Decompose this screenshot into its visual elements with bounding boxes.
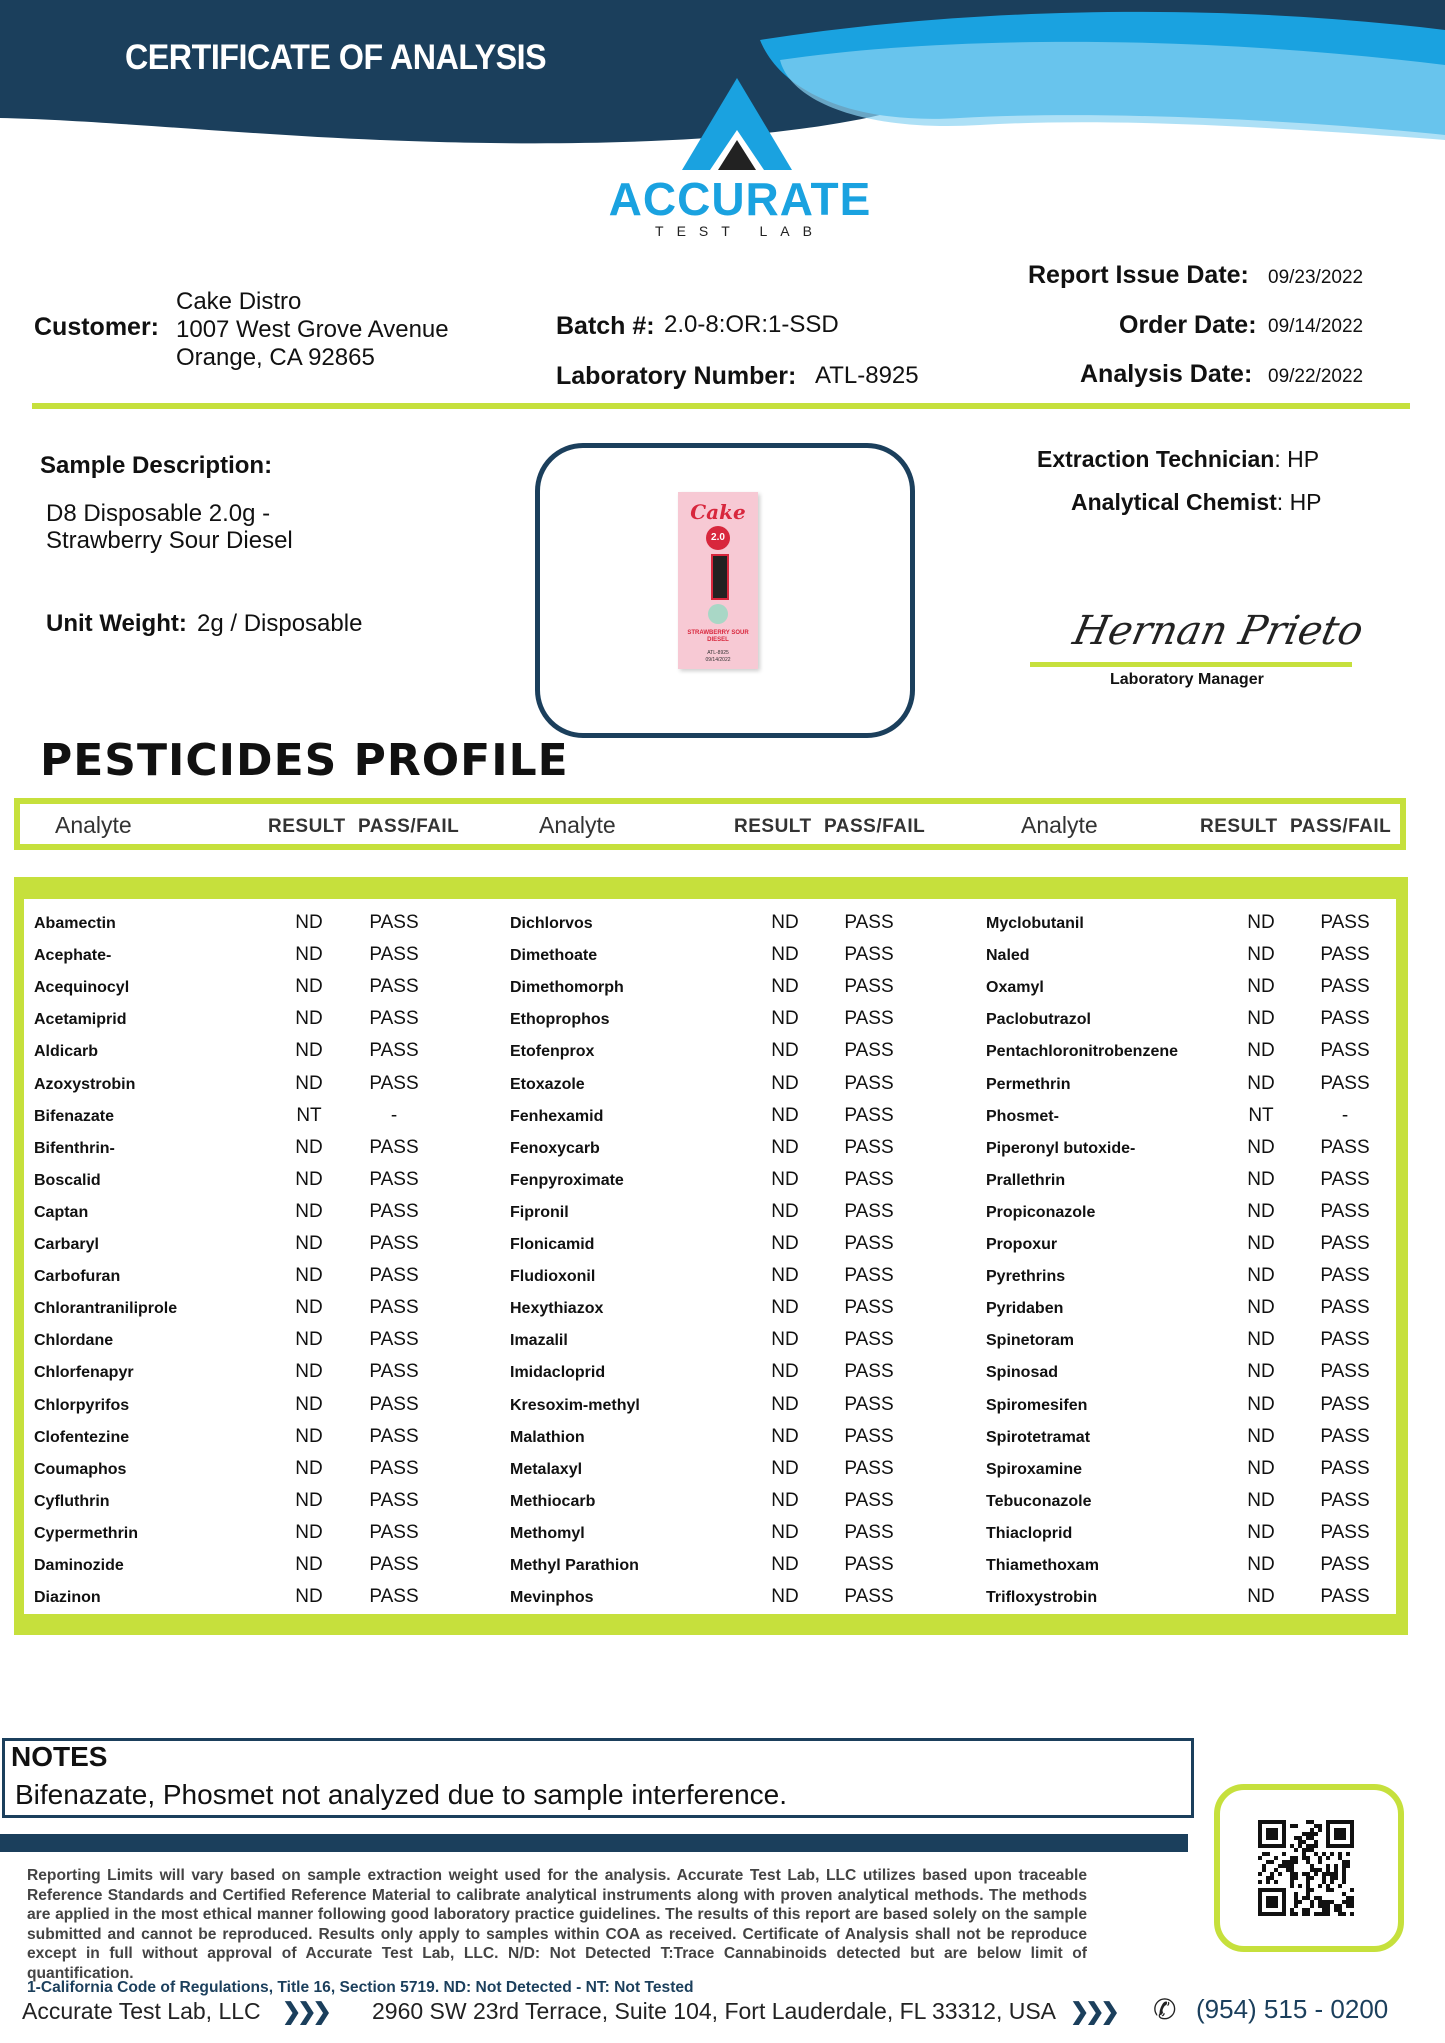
analyte-name: Acetamiprid [34, 1011, 127, 1029]
analyte-result: ND [771, 1136, 799, 1158]
analyte-result: ND [1247, 1233, 1275, 1254]
analyte-result: ND [1247, 1008, 1275, 1030]
analyte-name: Dimethoate [510, 947, 598, 965]
analyte-name: Spiroxamine [986, 1460, 1083, 1478]
analyte-result: ND [295, 1554, 323, 1575]
analyte-pass-fail: - [1341, 1104, 1349, 1126]
chevrons-icon-2: ❯❯❯ [1070, 1998, 1116, 2024]
footer-company: Accurate Test Lab, LLC [22, 1998, 261, 2024]
analyte-pass-fail: PASS [369, 1329, 419, 1351]
analyte-name: Carbofuran [34, 1268, 121, 1286]
sample-description-label: Sample Description: [40, 452, 273, 479]
analyte-pass-fail: PASS [1320, 1425, 1370, 1447]
analyte-result: ND [295, 1329, 323, 1351]
analyte-name: Naled [986, 947, 1030, 965]
analyte-pass-fail: PASS [1320, 1265, 1370, 1287]
analyte-result: ND [1247, 1329, 1275, 1351]
analyte-pass-fail: PASS [369, 976, 419, 998]
analyte-name: Thiacloprid [986, 1524, 1073, 1542]
analyte-result: ND [771, 1457, 799, 1479]
customer-address-2: Orange, CA 92865 [176, 344, 375, 371]
notes-divider [0, 1834, 1188, 1852]
lab-number-label: Laboratory Number: [556, 362, 797, 390]
col-analyte-3: Analyte [1021, 812, 1098, 838]
analyte-name: Coumaphos [34, 1460, 127, 1478]
batch-label: Batch #: [556, 312, 655, 340]
analyte-name: Acephate- [34, 947, 112, 965]
analyte-result: ND [771, 1521, 799, 1543]
analyte-name: Piperonyl butoxide- [986, 1139, 1136, 1157]
analyte-result: ND [1247, 1361, 1275, 1383]
analyte-result: ND [295, 1168, 323, 1190]
col-result-3: RESULT [1200, 816, 1278, 837]
analyte-pass-fail: PASS [844, 1554, 894, 1575]
analyte-pass-fail: PASS [1320, 1072, 1370, 1094]
analyte-result: ND [771, 1200, 799, 1222]
analyte-pass-fail: PASS [369, 1393, 419, 1415]
analyte-name: Fenoxycarb [510, 1139, 600, 1157]
analyte-result: ND [295, 1265, 323, 1287]
analyte-name: Carbaryl [34, 1236, 99, 1253]
analyte-result: ND [295, 1361, 323, 1383]
analyte-result: ND [771, 1489, 799, 1511]
analyte-result: ND [295, 1393, 323, 1415]
analyte-result: ND [295, 1008, 323, 1030]
analyte-name: Spiromesifen [986, 1396, 1088, 1414]
analyte-result: ND [295, 1457, 323, 1479]
analyte-name: Malathion [510, 1428, 585, 1446]
analyte-result: ND [1247, 1586, 1275, 1608]
accurate-logo-icon [682, 78, 792, 178]
analyte-pass-fail: PASS [844, 1489, 894, 1511]
analyte-result: ND [771, 944, 799, 966]
analyte-result: ND [1247, 1554, 1275, 1575]
analyte-result: ND [771, 976, 799, 998]
unit-weight-label: Unit Weight: [46, 610, 187, 637]
analyte-pass-fail: PASS [369, 1297, 419, 1319]
extraction-technician-value: : HP [1274, 446, 1320, 472]
analyte-result: ND [771, 1361, 799, 1383]
qr-code-icon [1258, 1820, 1354, 1916]
analytical-chemist-label: Analytical Chemist [1071, 489, 1277, 515]
analyte-pass-fail: PASS [369, 1554, 419, 1575]
analyte-result: NT [1248, 1104, 1274, 1126]
batch-value: 2.0-8:OR:1-SSD [664, 311, 839, 338]
manager-signature: Hernan Prieto [1069, 608, 1368, 654]
analyte-name: Fipronil [510, 1203, 569, 1221]
package-size: 2.0 [706, 526, 730, 550]
analyte-name: Chlordane [34, 1332, 114, 1350]
product-package-image [678, 492, 758, 669]
analyte-name: Chlorpyrifos [34, 1396, 130, 1414]
analyte-result: ND [1247, 1072, 1275, 1094]
analyte-result: ND [1247, 1425, 1275, 1447]
analyte-pass-fail: PASS [369, 1233, 419, 1254]
issue-date-value: 09/23/2022 [1268, 267, 1364, 288]
analyte-name: Chlorfenapyr [34, 1364, 134, 1382]
logo-wordmark: ACCURATE [608, 173, 872, 225]
col-passfail-1: PASS/FAIL [358, 816, 460, 837]
analyte-name: Acequinocyl [34, 979, 130, 997]
analyte-pass-fail: PASS [844, 1233, 894, 1254]
analyte-result: ND [771, 912, 799, 933]
analyte-result: ND [771, 1554, 799, 1575]
analyte-name: Aldicarb [34, 1043, 99, 1061]
analyte-pass-fail: PASS [1320, 1233, 1370, 1254]
phone-icon: ✆ [1153, 1994, 1177, 2025]
analyte-result: ND [771, 1586, 799, 1608]
issue-date-label: Report Issue Date: [1028, 261, 1249, 289]
col-analyte-1: Analyte [55, 812, 132, 838]
analyte-result: ND [1247, 1489, 1275, 1511]
analyte-pass-fail: PASS [844, 1265, 894, 1287]
analyte-name: Daminozide [34, 1557, 124, 1574]
analyte-pass-fail: PASS [844, 1136, 894, 1158]
analyte-result: NT [296, 1104, 322, 1126]
analyte-name: Ethoprophos [510, 1011, 610, 1029]
analyte-pass-fail: PASS [369, 1168, 419, 1190]
analyte-pass-fail: PASS [1320, 1489, 1370, 1511]
notes-text: Bifenazate, Phosmet not analyzed due to sample interference. [15, 1779, 788, 1810]
device-window-icon [711, 554, 729, 600]
analyte-result: ND [295, 944, 323, 966]
analyte-pass-fail: PASS [1320, 1586, 1370, 1608]
analyte-name: Fludioxonil [510, 1268, 596, 1286]
package-date: 09/14/2022 [705, 657, 731, 663]
analyte-pass-fail: PASS [369, 1008, 419, 1030]
analysis-date-label: Analysis Date: [1080, 360, 1253, 388]
col-result-1: RESULT [268, 816, 346, 837]
analyte-pass-fail: PASS [844, 1104, 894, 1126]
analyte-pass-fail: PASS [844, 976, 894, 998]
analyte-result: ND [295, 1425, 323, 1447]
analyte-pass-fail: PASS [1320, 976, 1370, 998]
analyte-result: ND [771, 1072, 799, 1094]
analyte-name: Oxamyl [986, 979, 1044, 997]
analyte-pass-fail: PASS [369, 1136, 419, 1158]
analyte-name: Pyridaben [986, 1300, 1064, 1318]
order-date-value: 09/14/2022 [1268, 316, 1364, 337]
analyte-name: Methomyl [510, 1524, 585, 1542]
analyte-name: Methyl Parathion [510, 1557, 639, 1574]
analyte-result: ND [295, 1586, 323, 1608]
analyte-result: ND [771, 1040, 799, 1062]
analyte-name: Prallethrin [986, 1171, 1066, 1189]
analyte-name: Azoxystrobin [34, 1075, 136, 1093]
analyte-pass-fail: PASS [844, 1200, 894, 1222]
analyte-result: ND [771, 1329, 799, 1351]
analyte-pass-fail: PASS [844, 1361, 894, 1383]
pesticides-table [14, 877, 1408, 1635]
customer-address-1: 1007 West Grove Avenue [176, 316, 449, 343]
analyte-result: ND [771, 1425, 799, 1447]
analyte-pass-fail: PASS [844, 944, 894, 966]
analyte-result: ND [1247, 1136, 1275, 1158]
manager-label: Laboratory Manager [1110, 671, 1264, 688]
analyte-pass-fail: PASS [844, 1168, 894, 1190]
analyte-name: Clofentezine [34, 1428, 130, 1446]
analyte-pass-fail: PASS [1320, 1329, 1370, 1351]
notes-box [2, 1738, 1194, 1818]
analyte-name: Kresoxim-methyl [510, 1396, 640, 1414]
analyte-result: ND [295, 1072, 323, 1094]
signature-line [1030, 662, 1352, 667]
analyte-pass-fail: PASS [1320, 1457, 1370, 1479]
analyte-pass-fail: PASS [1320, 1168, 1370, 1190]
footer-address: 2960 SW 23rd Terrace, Suite 104, Fort Lauderdale, FL 33312, USA [372, 1998, 1057, 2024]
col-passfail-2: PASS/FAIL [824, 816, 926, 837]
analyte-pass-fail: PASS [369, 1457, 419, 1479]
analyte-result: ND [295, 1136, 323, 1158]
analyte-pass-fail: PASS [844, 1586, 894, 1608]
analyte-name: Spirotetramat [986, 1428, 1091, 1446]
analyte-name: Pyrethrins [986, 1268, 1066, 1286]
analyte-name: Etofenprox [510, 1043, 595, 1061]
analyte-pass-fail: PASS [844, 1393, 894, 1415]
analyte-name: Methiocarb [510, 1492, 596, 1510]
analyte-pass-fail: PASS [1320, 1393, 1370, 1415]
analyte-pass-fail: PASS [1320, 1008, 1370, 1030]
analyte-name: Etoxazole [510, 1075, 585, 1093]
analyte-name: Bifenthrin- [34, 1139, 115, 1157]
extraction-technician [1037, 446, 1319, 473]
header-divider [32, 403, 1410, 409]
col-passfail-3: PASS/FAIL [1290, 816, 1392, 837]
analysis-date-value: 09/22/2022 [1268, 366, 1364, 387]
analyte-pass-fail: PASS [369, 1072, 419, 1094]
analyte-pass-fail: PASS [844, 1040, 894, 1062]
analyte-name: Phosmet- [986, 1107, 1059, 1125]
analyte-pass-fail: PASS [844, 1072, 894, 1094]
analyte-result: ND [1247, 1297, 1275, 1319]
table-header [14, 798, 1406, 850]
regulation-note: 1-California Code of Regulations, Title 16, Section 5719. ND: Not Detected - NT: Not Tested [27, 1979, 694, 1996]
analyte-pass-fail: PASS [1320, 1040, 1370, 1062]
analyte-pass-fail: PASS [369, 1521, 419, 1543]
analyte-result: ND [771, 1265, 799, 1287]
order-date-label: Order Date: [1119, 311, 1257, 339]
analyte-name: Chlorantraniliprole [34, 1300, 178, 1318]
analyte-name: Spinosad [986, 1364, 1059, 1382]
package-lab-number: ATL-8925 [707, 650, 729, 656]
analyte-pass-fail: PASS [844, 1008, 894, 1030]
analyte-pass-fail: PASS [844, 1329, 894, 1351]
analyte-name: Fenpyroximate [510, 1171, 624, 1189]
analyte-pass-fail: - [390, 1104, 398, 1126]
analyte-result: ND [1247, 1265, 1275, 1287]
analyte-name: Myclobutanil [986, 915, 1084, 932]
analyte-pass-fail: PASS [1320, 1521, 1370, 1543]
analyte-name: Cyfluthrin [34, 1492, 110, 1510]
sample-description-line-1: D8 Disposable 2.0g - [46, 500, 271, 527]
analyte-name: Spinetoram [986, 1332, 1075, 1350]
sample-description-line-2: Strawberry Sour Diesel [46, 527, 293, 554]
analyte-pass-fail: PASS [369, 1489, 419, 1511]
analyte-result: ND [295, 1200, 323, 1222]
analyte-result: ND [1247, 1393, 1275, 1415]
analyte-pass-fail: PASS [844, 1297, 894, 1319]
analyte-result: ND [1247, 1168, 1275, 1190]
analyte-pass-fail: PASS [1320, 912, 1370, 933]
analyte-name: Flonicamid [510, 1236, 595, 1253]
analyte-result: ND [1247, 912, 1275, 933]
analyte-name: Bifenazate [34, 1107, 115, 1125]
analyte-pass-fail: PASS [1320, 1136, 1370, 1158]
analyte-result: ND [1247, 1521, 1275, 1543]
analyte-name: Mevinphos [510, 1589, 594, 1607]
analyte-name: Dichlorvos [510, 915, 593, 932]
analyte-name: Tebuconazole [986, 1492, 1092, 1510]
analyte-name: Dimethomorph [510, 979, 624, 997]
analyte-result: ND [771, 1104, 799, 1126]
analytical-chemist [1071, 489, 1322, 516]
analyte-pass-fail: PASS [369, 1586, 419, 1608]
analyte-name: Pentachloronitrobenzene [986, 1043, 1179, 1061]
analyte-result: ND [771, 1393, 799, 1415]
package-strain: STRAWBERRY SOUR DIESEL [687, 630, 749, 643]
analyte-pass-fail: PASS [844, 1521, 894, 1543]
analyte-result: ND [295, 1489, 323, 1511]
qr-frame[interactable] [1214, 1784, 1404, 1952]
analyte-name: Captan [34, 1203, 89, 1221]
analyte-result: ND [771, 1233, 799, 1254]
analyte-result: ND [771, 1297, 799, 1319]
analyte-name: Metalaxyl [510, 1460, 583, 1478]
extraction-technician-label: Extraction Technician [1037, 446, 1275, 472]
analyte-pass-fail: PASS [1320, 1297, 1370, 1319]
col-analyte-2: Analyte [539, 812, 616, 838]
character-graphic-icon [708, 604, 728, 624]
sample-photo-frame [535, 443, 915, 738]
analyte-result: ND [295, 1233, 323, 1254]
analyte-name: Paclobutrazol [986, 1011, 1091, 1029]
analyte-name: Fenhexamid [510, 1107, 604, 1125]
analyte-name: Permethrin [986, 1075, 1071, 1093]
customer-label: Customer: [34, 313, 160, 341]
lab-number-value: ATL-8925 [815, 362, 919, 389]
analyte-name: Trifloxystrobin [986, 1589, 1098, 1607]
analyte-result: ND [1247, 976, 1275, 998]
analyte-result: ND [1247, 1200, 1275, 1222]
analyte-pass-fail: PASS [1320, 944, 1370, 966]
analyte-result: ND [295, 912, 323, 933]
analyte-pass-fail: PASS [1320, 1361, 1370, 1383]
customer-name: Cake Distro [176, 288, 302, 315]
analyte-name: Propiconazole [986, 1203, 1096, 1221]
notes-title: NOTES [11, 1741, 108, 1772]
analyte-pass-fail: PASS [1320, 1554, 1370, 1575]
analyte-name: Imidacloprid [510, 1364, 606, 1382]
col-result-2: RESULT [734, 816, 812, 837]
report-title: CERTIFICATE OF ANALYSIS [125, 38, 547, 77]
analyte-result: ND [1247, 1040, 1275, 1062]
analyte-name: Hexythiazox [510, 1300, 604, 1318]
analyte-name: Abamectin [34, 915, 116, 932]
analyte-pass-fail: PASS [369, 1425, 419, 1447]
logo-subtitle: TEST LAB [655, 223, 825, 239]
analyte-pass-fail: PASS [844, 1425, 894, 1447]
package-brand: Cake [690, 500, 746, 524]
analyte-result: ND [295, 1040, 323, 1062]
analytical-chemist-value: : HP [1276, 489, 1322, 515]
analyte-result: ND [1247, 944, 1275, 966]
analyte-result: ND [771, 1008, 799, 1030]
analyte-pass-fail: PASS [844, 912, 894, 933]
analyte-result: ND [1247, 1457, 1275, 1479]
footer-phone: (954) 515 - 0200 [1196, 1994, 1389, 2024]
analyte-name: Diazinon [34, 1589, 101, 1607]
analyte-pass-fail: PASS [369, 912, 419, 933]
analyte-pass-fail: PASS [369, 1200, 419, 1222]
analyte-result: ND [295, 976, 323, 998]
analyte-pass-fail: PASS [369, 1040, 419, 1062]
analyte-name: Boscalid [34, 1171, 101, 1189]
analyte-pass-fail: PASS [369, 1265, 419, 1287]
section-title: PESTICIDES PROFILE [40, 735, 569, 786]
analyte-name: Propoxur [986, 1236, 1058, 1253]
pesticides-table-body [24, 899, 1396, 1614]
analyte-pass-fail: PASS [1320, 1200, 1370, 1222]
analyte-pass-fail: PASS [369, 1361, 419, 1383]
analyte-name: Thiamethoxam [986, 1557, 1099, 1574]
chevrons-icon: ❯❯❯ [282, 1998, 328, 2024]
analyte-result: ND [295, 1521, 323, 1543]
unit-weight-value: 2g / Disposable [197, 610, 363, 637]
disclaimer-text: Reporting Limits will vary based on sample extraction weight used for the analysis. Accurate Test Lab, LLC utilizes based upon traceable Reference Standards and Certified Reference Material to calibrate analytical instruments along with proven analytical methods. The methods are applied in the most ethical manner following good laboratory practice guidelines. The results of this report are based solely on the sample submitted and cannot be reproduced. Results only apply to samples within COA as received. Certificate of Analysis shall not be reproduce except in full without approval of Accurate Test Lab, LLC. N/D: Not Detected T:Trace Cannabinoids detected but are below limit of quantification. [27, 1867, 1087, 1982]
analyte-result: ND [771, 1168, 799, 1190]
analyte-name: Imazalil [510, 1332, 568, 1350]
analyte-name: Cypermethrin [34, 1524, 139, 1542]
analyte-pass-fail: PASS [844, 1457, 894, 1479]
analyte-result: ND [295, 1297, 323, 1319]
analyte-pass-fail: PASS [369, 944, 419, 966]
